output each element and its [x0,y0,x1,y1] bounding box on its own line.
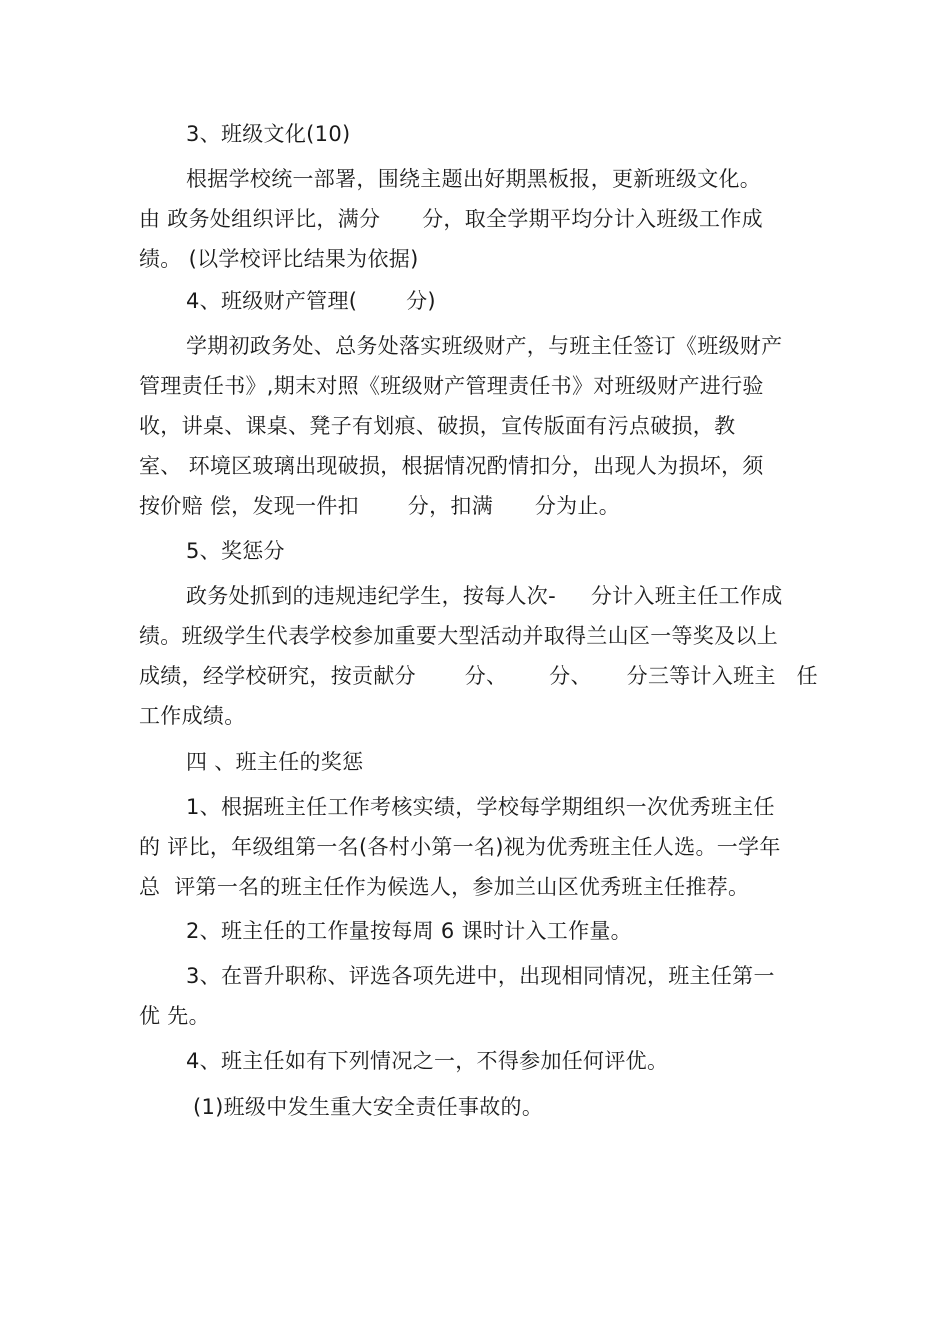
paragraph-line: 的 评比，年级组第一名(各村小第一名)视为优秀班主任人选。一学年 [139,835,781,859]
section-heading-class-property: 4、班级财产管理( 分) [186,289,436,313]
paragraph-line: 4、班主任如有下列情况之一，不得参加任何评优。 [186,1049,669,1073]
section-heading-teacher-rewards: 四 、班主任的奖惩 [186,750,364,774]
paragraph-line: 绩。班级学生代表学校参加重要大型活动并取得兰山区一等奖及以上 [139,624,778,648]
paragraph-line: 政务处抓到的违规违纪学生，按每人次- 分计入班主任工作成 [186,584,783,608]
paragraph-line: 学期初政务处、总务处落实班级财产，与班主任签订《班级财产 [186,334,783,358]
paragraph-line: (1)班级中发生重大安全责任事故的。 [186,1095,544,1119]
paragraph-line: 管理责任书》,期末对照《班级财产管理责任书》对班级财产进行验 [139,374,764,398]
paragraph-line: 1、根据班主任工作考核实绩，学校每学期组织一次优秀班主任 [186,795,775,819]
paragraph-line: 由 政务处组织评比，满分 分，取全学期平均分计入班级工作成 [139,207,763,231]
paragraph-line: 室、 环境区玻璃出现破损，根据情况酌情扣分，出现人为损坏，须 [139,454,764,478]
paragraph-line: 按价赔 偿，发现一件扣 分，扣满 分为止。 [139,494,621,518]
paragraph-line: 优 先。 [139,1004,210,1028]
paragraph-line: 工作成绩。 [139,704,246,728]
section-heading-rewards: 5、奖惩分 [186,539,285,563]
paragraph-line: 3、在晋升职称、评选各项先进中，出现相同情况，班主任第一 [186,964,775,988]
paragraph-line: 绩。 (以学校评比结果为依据) [139,247,419,271]
paragraph-line: 根据学校统一部署，围绕主题出好期黑板报，更新班级文化。 [186,167,762,191]
paragraph-line: 总 评第一名的班主任作为候选人，参加兰山区优秀班主任推荐。 [139,875,750,899]
paragraph-line: 2、班主任的工作量按每周 6 课时计入工作量。 [186,919,632,943]
paragraph-line: 收，讲桌、课桌、凳子有划痕、破损，宣传版面有污点破损，教 [139,414,736,438]
paragraph-line: 成绩，经学校研究，按贡献分 分、 分、 分三等计入班主 任 [139,664,818,688]
section-heading-class-culture: 3、班级文化(10) [186,122,351,146]
